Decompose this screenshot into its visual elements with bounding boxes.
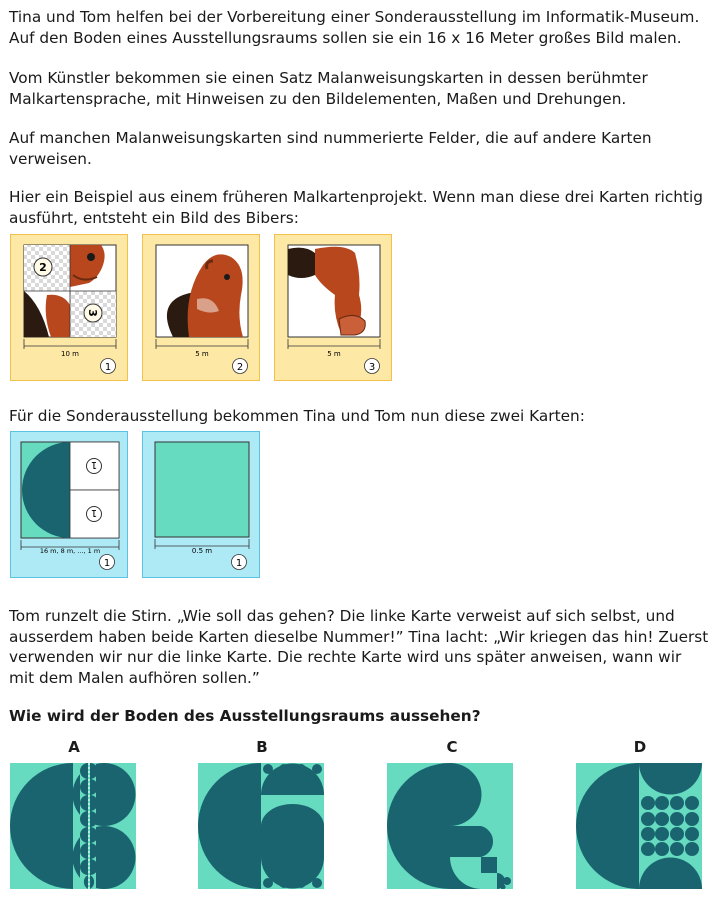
card-measure: 10 m bbox=[61, 350, 79, 358]
example-card-1 bbox=[10, 234, 128, 381]
example-card-2 bbox=[142, 234, 260, 381]
option-b[interactable] bbox=[198, 763, 324, 889]
card-measure: 0.5 m bbox=[191, 547, 213, 555]
question-text: Wie wird der Boden des Ausstellungsraums aussehen? bbox=[9, 707, 481, 725]
option-label-a: A bbox=[68, 738, 80, 756]
card-number: 3 bbox=[368, 362, 376, 373]
card-number: 1 bbox=[104, 362, 112, 373]
fields-paragraph: Auf manchen Malanweisungskarten sind nummerierte Felder, die auf andere Karten verweisen. bbox=[9, 129, 652, 168]
option-label-c: C bbox=[446, 738, 458, 756]
exhibit-card-left bbox=[10, 431, 128, 578]
example-paragraph: Hier ein Beispiel aus einem früheren Malkartenprojekt. Wenn man diese drei Karten richtig ausführt, entsteht ein Bild des Bibers: bbox=[9, 188, 703, 227]
option-label-d: D bbox=[633, 738, 647, 756]
option-a[interactable] bbox=[10, 763, 136, 889]
card-number: 2 bbox=[236, 362, 244, 373]
option-label-b: B bbox=[256, 738, 268, 756]
exhibit-card-right bbox=[142, 431, 260, 578]
card-measure: 16 m, 8 m, ..., 1 m bbox=[39, 547, 101, 555]
example-card-3 bbox=[274, 234, 392, 381]
ref-field-3: 3 bbox=[86, 309, 99, 317]
option-d[interactable] bbox=[576, 763, 702, 889]
dialogue-paragraph: Tom runzelt die Stirn. „Wie soll das gehen? Die linke Karte verweist auf sich selbst, und ausserdem haben beide Karten dieselbe Nummer!” Tina lacht: „Wir kriegen das hin! Zuerst verwenden wir nur die linke Karte. Die rechte Karte wird uns später anweisen, wann wir mit dem Malen aufhören sollen.” bbox=[9, 607, 709, 687]
ref-field-self: 1 bbox=[90, 459, 98, 470]
card-measure: 5 m bbox=[195, 350, 209, 358]
intro-paragraph: Tina und Tom helfen bei der Vorbereitung einer Sonderausstellung im Informatik-Museum. Auf den Boden eines Ausstellungsraums sollen sie ein 16 x 16 Meter großes Bild malen. bbox=[9, 8, 700, 47]
ref-field-2: 2 bbox=[39, 261, 47, 274]
card-measure: 5 m bbox=[327, 350, 341, 358]
ref-field-self: 1 bbox=[90, 507, 98, 518]
exhibit-paragraph: Für die Sonderausstellung bekommen Tina und Tom nun diese zwei Karten: bbox=[9, 407, 585, 425]
card-number: 1 bbox=[103, 558, 111, 569]
card-number: 1 bbox=[235, 558, 243, 569]
cards-paragraph: Vom Künstler bekommen sie einen Satz Malanweisungskarten in dessen berühmter Malkartensprache, mit Hinweisen zu den Bildelementen, Maßen und Drehungen. bbox=[9, 69, 648, 108]
option-c[interactable] bbox=[387, 763, 513, 889]
